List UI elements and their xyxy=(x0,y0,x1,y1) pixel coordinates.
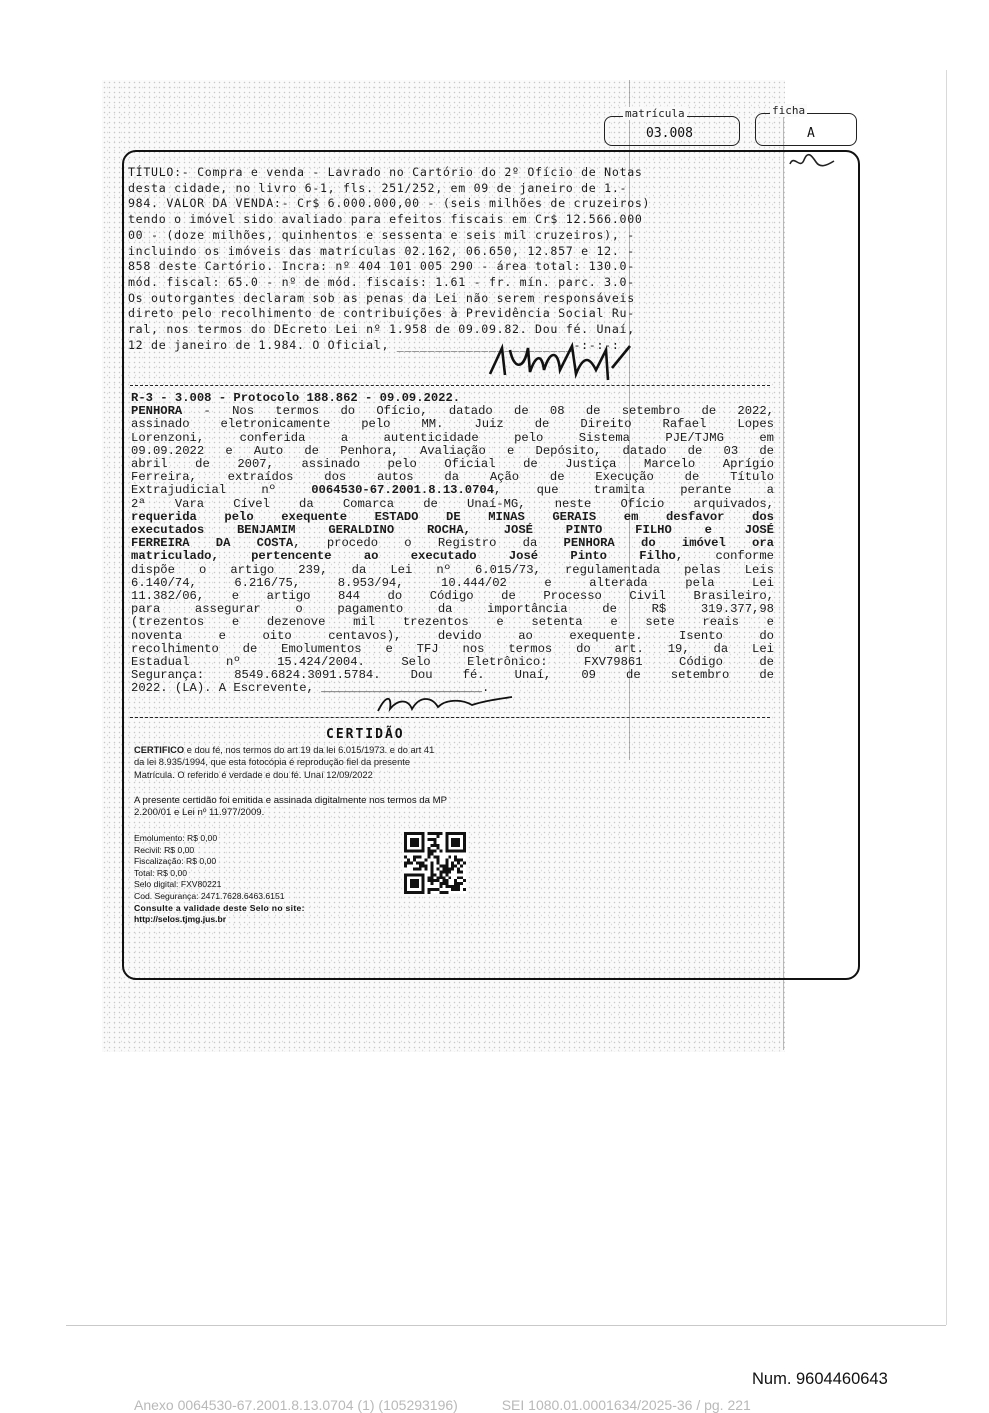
registration-text: dispõe o artigo 239, da Lei nº 6.015/73, regulamentada pelas Leis xyxy=(131,562,774,577)
title-record-line: tendo o imóvel sido avaliado para efeitos fiscais em Cr$ 12.566.000 xyxy=(128,212,643,227)
registration-text: requerida pelo exequente ESTADO DE MINAS GERAIS em desfavor dos xyxy=(131,509,774,524)
registration-text: Estadual nº 15.424/2004. Selo Eletrônico: FXV79861 Código de xyxy=(131,655,774,670)
page-edge-right xyxy=(946,70,947,1325)
title-record-line: mód. fiscal: 65.0 - nº de mód. fiscais: 1.61 - fr. mín. parc. 3.0- xyxy=(128,274,635,289)
ficha-label: ficha xyxy=(772,104,806,117)
validation-site[interactable]: http://selos.tjmg.jus.br xyxy=(134,914,227,925)
registration-text: , procedo o Registro da xyxy=(293,536,564,551)
registration-text: abril de 2007, assinado pelo Oficial de Justiça Marcelo Aprígio xyxy=(131,457,774,472)
qr-code-icon[interactable] xyxy=(404,832,466,894)
consult-line: Consulte a validade deste Selo no site: xyxy=(134,902,305,913)
registration-text: 2022. (LA). A Escrevente, ______________________. xyxy=(131,681,490,696)
title-record-line: incluindo os imóveis das matrículas 02.162, 06.650, 12.857 e 12. - xyxy=(128,243,635,258)
registration-text: 0064530-67.2001.8.13.0704 xyxy=(311,483,495,498)
registration-text: 11.382/06, e artigo 844 do Código de Processo Civil Brasileiro, xyxy=(131,589,774,604)
registration-text: executados BENJAMIM GERALDINO ROCHA, JOSÉ PINTO FILHO e JOSÉ xyxy=(131,523,774,538)
certidao-title: CERTIDÃO xyxy=(326,727,405,742)
fee-line: Selo digital: FXV80221 xyxy=(134,879,222,890)
registration-text: , conforme xyxy=(675,549,774,564)
separator-line xyxy=(130,385,770,386)
initials-mark xyxy=(788,152,838,172)
registration-text: Extrajudicial nº xyxy=(131,483,312,498)
digital-note-line: A presente certidão foi emitida e assinada digitalmente nos termos da MP xyxy=(134,795,448,806)
registration-text: FERREIRA DA COSTA xyxy=(131,536,294,551)
certidao-line: e dou fé, nos termos do art 19 da lei 6.015/1973. e do art 41 xyxy=(184,745,435,755)
certidao-line: da lei 8.935/1994, que esta fotocópia é reprodução fiel da presente xyxy=(134,757,411,768)
registration-text: assinado eletronicamente pelo MM. Juiz de Direito Rafael Lopes xyxy=(131,417,774,432)
registration-text: PENHORA xyxy=(131,404,183,419)
registration-text: matriculado, pertencente ao executado José Pinto Filho xyxy=(131,549,676,564)
escrevente-signature xyxy=(372,693,522,715)
registration-text: - Nos termos do Ofício, datado de 08 de setembro de 2022, xyxy=(182,404,774,419)
certidao-text xyxy=(134,744,506,781)
ficha-box xyxy=(755,113,857,146)
title-record-line: direto pelo recolhimento de contribuições à Previdência Social Ru- xyxy=(128,306,635,321)
registration-r3 xyxy=(131,392,774,696)
certidao-line: Matrícula. O referido é verdade e dou fé. Unaí 12/09/2022 xyxy=(134,769,373,780)
document-number: Num. 9604460643 xyxy=(752,1370,888,1388)
certifico-label: CERTIFICO xyxy=(134,745,185,755)
footer-annex: Anexo 0064530-67.2001.8.13.0704 (1) (105293196) xyxy=(134,1397,458,1413)
registration-text: Segurança: 8549.6824.3091.5784. Dou fé. Unaí, 09 de setembro de xyxy=(131,668,774,683)
separator-line xyxy=(130,717,770,718)
title-record-line: ral, nos termos do DEcreto Lei nº 1.958 de 09.09.82. Dou fé. Unaí, xyxy=(128,322,635,337)
matricula-label: matrícula xyxy=(625,107,685,120)
registration-text: 09.09.2022 e Auto de Penhora, Avaliação e Depósito, datado de 03 de xyxy=(131,443,774,458)
title-record-line: 858 deste Cartório. Incra: nº 404 101 005 290 - área total: 130.0- xyxy=(128,259,635,274)
title-record-line: 00 - (doze milhões, quinhentos e sessenta e seis mil cruzeiros), - xyxy=(128,227,635,242)
registration-heading: R-3 - 3.008 - Protocolo 188.862 - 09.09.2022. xyxy=(131,391,461,405)
registration-text: para assegurar o pagamento da importância de R$ 319.377,98 xyxy=(131,602,774,617)
digital-signature-note xyxy=(134,795,447,820)
digital-note-line: 2.200/01 e Lei nº 11.977/2009. xyxy=(134,807,265,819)
fee-line: Emolumento: R$ 0,00 xyxy=(134,833,218,843)
fee-line: Recivil: R$ 0,00 xyxy=(134,844,195,855)
fee-line: Fiscalização: R$ 0,00 xyxy=(134,856,217,867)
registration-text: 2ª Vara Cível da Comarca de Unaí-MG, neste Ofício arquivados, xyxy=(131,496,774,511)
title-record-line: 984. VALOR DA VENDA:- Cr$ 6.000.000,00 - (seis milhões de cruzeiros) xyxy=(128,196,651,211)
title-record-line: TÍTULO:- Compra e venda - Lavrado no Cartório do 2º Ofício de Notas xyxy=(128,165,643,179)
title-record-line: Os outorgantes declaram sob as penas da Lei não serem responsáveis xyxy=(128,290,635,305)
title-record-line: 12 de janeiro de 1.984. O Oficial, _______________________-:-:-: xyxy=(128,337,620,352)
ficha-value: A xyxy=(807,126,815,141)
oficial-signature xyxy=(480,340,640,385)
footer-sei: SEI 1080.01.0001634/2025-36 / pg. 221 xyxy=(501,1397,751,1413)
registration-text: , que tramita perante a xyxy=(494,483,774,498)
fee-line: Total: R$ 0,00 xyxy=(134,867,188,878)
page-edge-bottom xyxy=(66,1325,946,1326)
matricula-value: 03.008 xyxy=(646,126,693,141)
fees-block xyxy=(134,833,305,926)
title-record-line: desta cidade, no livro 6-1, fls. 251/252, em 09 de janeiro de 1.- xyxy=(128,180,628,195)
footer xyxy=(134,1397,751,1413)
registration-text: PENHORA do imóvel ora xyxy=(563,536,774,551)
registration-text: recolhimento de Emolumentos e TFJ nos termos do art. 19, da Lei xyxy=(131,641,774,656)
registration-text: Ferreira, extraídos dos autos da Ação de Execução de Título xyxy=(131,470,774,485)
registration-text: noventa e oito centavos), devido ao exequente. Isento do xyxy=(131,628,774,643)
registration-text: Lorenzoni, conferida a autenticidade pelo Sistema PJE/TJMG em xyxy=(131,430,774,445)
title-record xyxy=(128,165,768,353)
registration-text: 6.140/74, 6.216/75, 8.953/94, 10.444/02 e alterada pela Lei xyxy=(131,575,774,590)
registration-text: (trezentos e dezenove mil trezentos e setenta e sete reais e xyxy=(131,615,774,630)
fee-line: Cod. Segurança: 2471.7628.6463.6151 xyxy=(134,890,285,901)
